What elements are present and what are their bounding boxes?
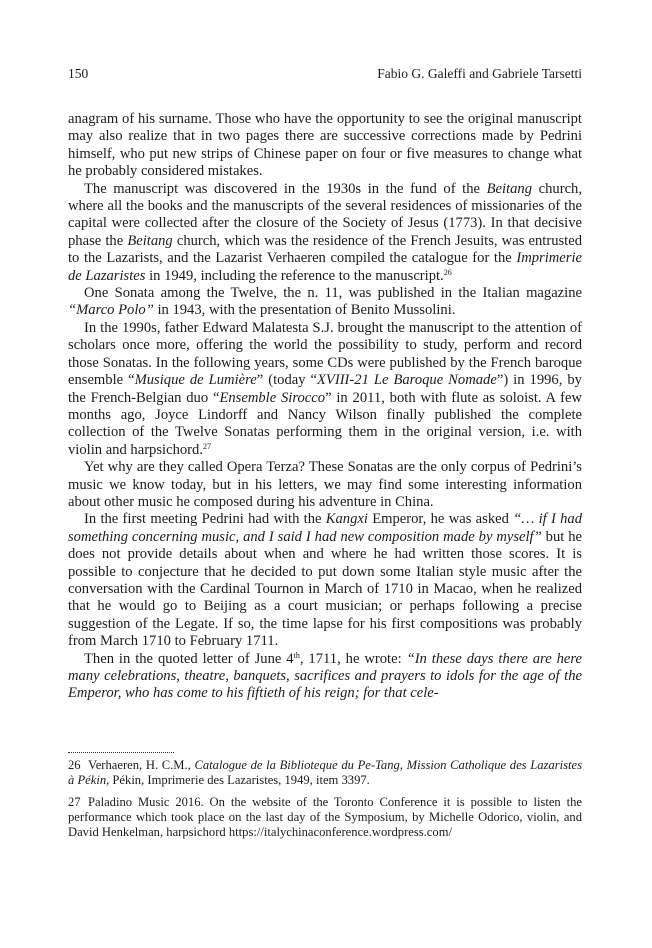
italic-run: “In these days there are here many celebrations, theatre, banquets, sacrifices and prayers to idols for the age of the Emperor, who has come to his fiftieth of his reign; for that cele- (68, 650, 582, 702)
footnote-number: 26 (68, 758, 81, 772)
paragraph (68, 511, 582, 650)
text-run: ”) in 1996, by the French-Belgian duo “ (68, 372, 582, 406)
italic-run: Musique de Lumière (134, 372, 257, 389)
footnote-number: 27 (68, 795, 81, 809)
text-run: anagram of his surname. Those who have the opportunity to see the original manuscript may also realize that in two pages there are successive corrections made by Pedrini himself, who put new strips of Chinese paper on four or five measures to change what he probably considered mistakes. (68, 111, 582, 180)
italic-run: “Marco Polo” (68, 302, 154, 319)
text-run: church, where all the books and the manuscripts of the several residences of missionaries of the capital were collected after the closure of the Society of Jesus (1773). In that decisive phase the (68, 180, 582, 249)
text-run: Yet why are they called Opera Terza? These Sonatas are the only corpus of Pedrini’s music we know today, but in his letters, we may find some interesting information about other music he composed during his adventure in China. (68, 459, 582, 510)
text-run: The manuscript was discovered in the 1930s in the fund of the (84, 180, 487, 197)
page-number: 150 (68, 66, 89, 81)
paragraph (68, 285, 582, 320)
text-run: One Sonata among the Twelve, the n. 11, was published in the Italian magazine (84, 285, 582, 302)
footnote (68, 795, 582, 840)
footnote (68, 758, 582, 788)
paragraph (68, 651, 582, 703)
text-run: Then in the quoted letter of June 4 (84, 650, 294, 667)
text-run: in 1943, with the presentation of Benito Mussolini. (153, 302, 456, 319)
paragraph (68, 181, 582, 285)
paragraph (68, 320, 582, 459)
footnote-ref: 26 (443, 267, 452, 277)
text-run: In the first meeting Pedrini had with the (84, 511, 326, 528)
footnotes (68, 758, 582, 840)
running-head-authors: Fabio G. Galeffi and Gabriele Tarsetti (377, 66, 582, 81)
text-run: but he does not provide details about when and where he had written those scores. It is possible to conjecture that he decided to put down some Italian style music after the conversation with the Cardinal Tournon in March of 1710 in Macao, when he realized that he would go to Beijing as a court musician; or perhaps following a precise suggestion of the Legate. If so, the time lapse for his first compositions was probably from March 1710 to February 1711. (68, 528, 582, 650)
text-run: , 1711, he wrote: (299, 650, 407, 667)
footnote-ref: th (293, 650, 300, 660)
italic-run: Beitang (486, 180, 533, 197)
italic-run: Beitang (127, 232, 173, 249)
text-run: Verhaeren, H. C.M., (88, 758, 195, 772)
italic-run: Catalogue de la Biblioteque du Pe-Tang, Mission Catholique des Lazaristes à Pékin (68, 758, 583, 787)
paragraph (68, 459, 582, 511)
text-run: ” (today “ (256, 372, 317, 389)
footnote-separator (68, 752, 174, 753)
paragraph (68, 111, 582, 181)
text-run: in 1949, including the reference to the manuscript. (145, 267, 444, 284)
running-header (68, 66, 582, 84)
italic-run: Imprimerie de Lazaristes (68, 250, 582, 284)
italic-run: XVIII-21 Le Baroque Nomade (317, 372, 497, 389)
italic-run: Kangxi (325, 511, 368, 528)
text-run: ” in 2011, both with flute as soloist. A few months ago, Joyce Lindorff and Nancy Wilson finally published the complete collection of the Twelve Sonatas performing them in the original version, i.e. with violin and harpsichord. (68, 389, 582, 458)
text-run: , Pékin, Imprimerie des Lazaristes, 1949, item 3397. (106, 773, 370, 787)
italic-run: “… if I had something concerning music, and I said I had new composition made by myself” (68, 511, 583, 545)
text-run: Paladino Music 2016. On the website of the Toronto Conference it is possible to listen the performance which took place on the last day of the Symposium, by Michelle Odorico, violin, and David Henkelman, harpsichord https://italychinaconference.wordpress.com/ (68, 795, 582, 839)
text-run: church, which was the residence of the French Jesuits, was entrusted to the Lazarists, and the Lazarist Verhaeren compiled the catalogue for the (68, 232, 582, 267)
body-text (68, 111, 582, 703)
text-run: In the 1990s, father Edward Malatesta S.J. brought the manuscript to the attention of scholars once more, offering the world the possibility to study, perform and record those Sonatas. In the following years, some CDs were published by the French baroque ensemble “ (68, 319, 582, 389)
footnote-ref: 27 (202, 441, 211, 451)
text-run: Emperor, he was asked (367, 511, 514, 528)
italic-run: Ensemble Sirocco (219, 389, 326, 406)
